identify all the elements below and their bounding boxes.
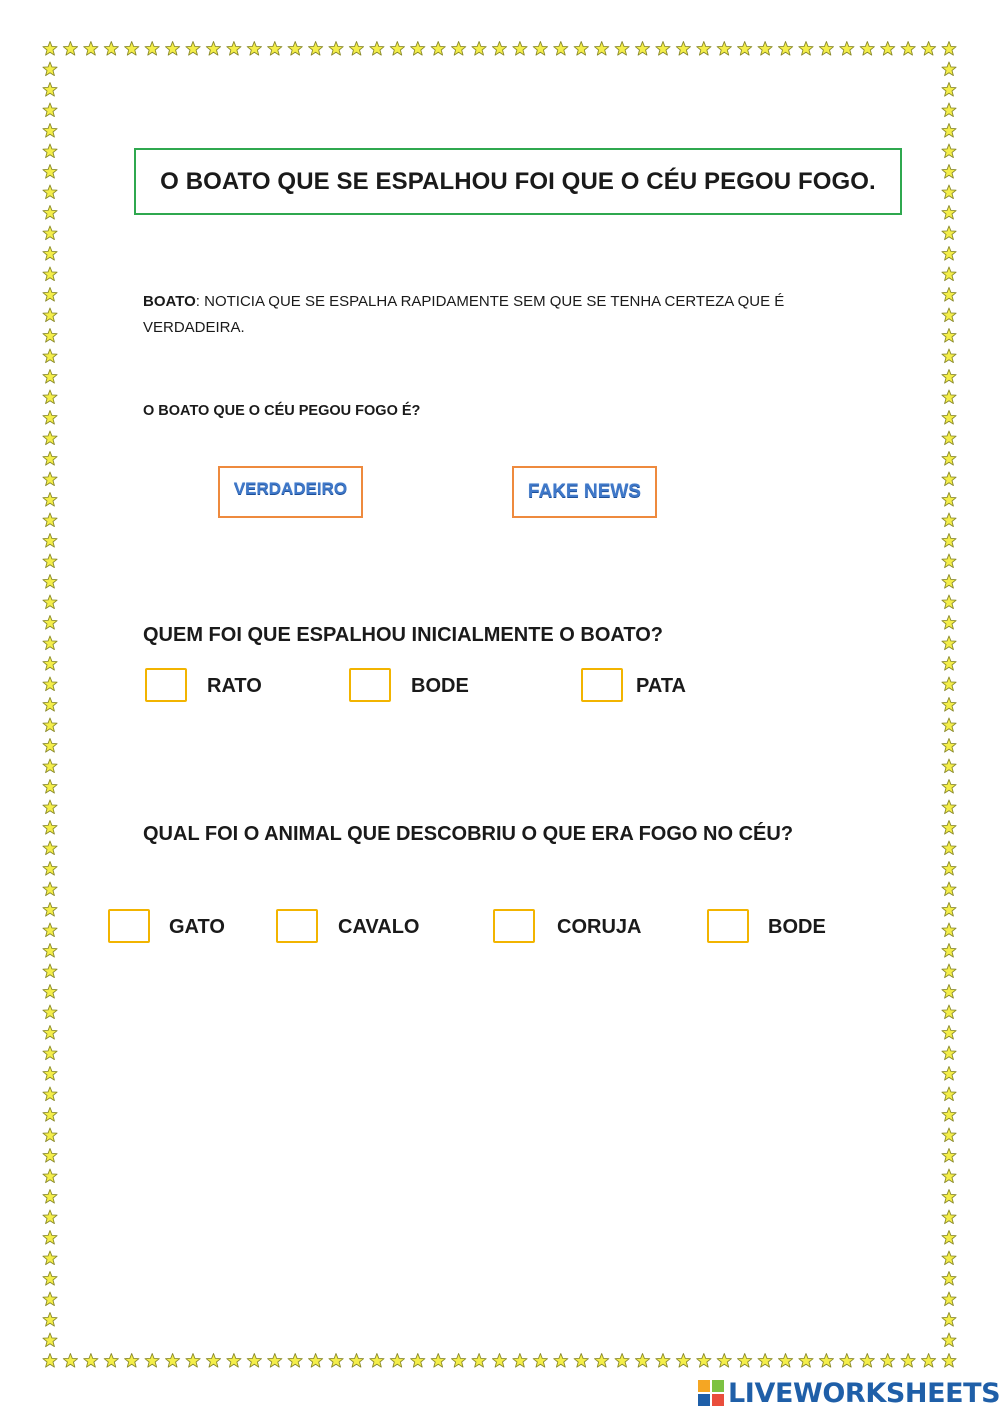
border-star [43, 677, 57, 691]
border-star [43, 923, 57, 937]
definition-text: : NOTICIA QUE SE ESPALHA RAPIDAMENTE SEM QUE SE TENHA CERTEZA QUE É VERDADEIRA. [143, 293, 785, 336]
border-star [942, 1333, 956, 1347]
border-star [43, 83, 57, 97]
border-star [697, 1354, 711, 1368]
border-star [901, 1354, 915, 1368]
border-star [942, 349, 956, 363]
border-star [43, 226, 57, 240]
border-star [860, 1354, 874, 1368]
border-star [942, 985, 956, 999]
border-star [452, 42, 466, 56]
question-1: O BOATO QUE O CÉU PEGOU FOGO É? [143, 403, 421, 419]
border-star [43, 124, 57, 138]
checkbox-coruja[interactable] [493, 909, 535, 943]
border-star [942, 1149, 956, 1163]
option-pata: PATA [636, 675, 686, 697]
border-star [676, 1354, 690, 1368]
border-star [942, 636, 956, 650]
border-star [43, 329, 57, 343]
border-star [370, 42, 384, 56]
border-star [513, 1354, 527, 1368]
border-star [942, 144, 956, 158]
border-star [942, 923, 956, 937]
border-star [942, 1046, 956, 1060]
border-star [43, 103, 57, 117]
border-star [411, 42, 425, 56]
border-star [799, 1354, 813, 1368]
border-star [43, 42, 57, 56]
border-star [942, 964, 956, 978]
border-star [43, 944, 57, 958]
border-star [942, 739, 956, 753]
border-star [942, 329, 956, 343]
liveworksheets-logo-icon [698, 1380, 724, 1406]
page-title: O BOATO QUE SE ESPALHOU FOI QUE O CÉU PEGOU FOGO. [160, 167, 876, 195]
border-star [63, 42, 77, 56]
border-star [43, 472, 57, 486]
border-star [43, 1251, 57, 1265]
border-star [43, 739, 57, 753]
border-star [942, 1067, 956, 1081]
border-star [43, 1026, 57, 1040]
border-star [125, 42, 139, 56]
border-star [942, 616, 956, 630]
border-star [43, 62, 57, 76]
border-star [942, 493, 956, 507]
border-star [43, 1108, 57, 1122]
border-star [43, 452, 57, 466]
border-star [942, 1272, 956, 1286]
border-star [942, 595, 956, 609]
border-star [43, 534, 57, 548]
option-gato: GATO [169, 916, 225, 938]
border-star [533, 1354, 547, 1368]
border-star [942, 226, 956, 240]
border-star [697, 42, 711, 56]
border-star [942, 1251, 956, 1265]
border-star [186, 1354, 200, 1368]
border-star [43, 595, 57, 609]
border-star [942, 83, 956, 97]
border-star [942, 780, 956, 794]
border-star [43, 1005, 57, 1019]
border-star [881, 1354, 895, 1368]
border-star [942, 1210, 956, 1224]
border-star [43, 411, 57, 425]
border-star [206, 1354, 220, 1368]
border-star [43, 780, 57, 794]
border-star [942, 1005, 956, 1019]
border-star [145, 1354, 159, 1368]
checkbox-bode[interactable] [349, 668, 391, 702]
border-star [942, 554, 956, 568]
border-star [942, 1087, 956, 1101]
border-star [942, 124, 956, 138]
border-star [43, 821, 57, 835]
border-star [43, 1067, 57, 1081]
border-star [43, 247, 57, 261]
border-star [43, 1231, 57, 1245]
border-star [492, 42, 506, 56]
checkbox-cavalo[interactable] [276, 909, 318, 943]
border-star [778, 42, 792, 56]
border-star [574, 42, 588, 56]
border-star [942, 1169, 956, 1183]
liveworksheets-logo [698, 1376, 1000, 1410]
border-star [227, 42, 241, 56]
border-star [942, 841, 956, 855]
border-star [43, 1128, 57, 1142]
border-star [247, 1354, 261, 1368]
border-star [43, 349, 57, 363]
border-star [840, 1354, 854, 1368]
option-rato: RATO [207, 675, 262, 697]
border-star [819, 1354, 833, 1368]
border-star [635, 42, 649, 56]
border-star [942, 862, 956, 876]
option-cavalo: CAVALO [338, 916, 420, 938]
border-star [656, 1354, 670, 1368]
border-star [43, 185, 57, 199]
question-3: QUAL FOI O ANIMAL QUE DESCOBRIU O QUE ERA FOGO NO CÉU? [143, 823, 794, 845]
border-star [43, 513, 57, 527]
border-star [738, 1354, 752, 1368]
border-star [615, 1354, 629, 1368]
border-star [942, 411, 956, 425]
border-star [492, 1354, 506, 1368]
border-star [860, 42, 874, 56]
border-star [942, 288, 956, 302]
border-star [942, 903, 956, 917]
border-star [370, 1354, 384, 1368]
border-star [309, 42, 323, 56]
checkbox-bode-2[interactable] [707, 909, 749, 943]
border-star [43, 841, 57, 855]
border-star [942, 185, 956, 199]
border-star [43, 903, 57, 917]
question-2: QUEM FOI QUE ESPALHOU INICIALMENTE O BOATO? [143, 624, 664, 646]
border-star [942, 1128, 956, 1142]
border-star [63, 1354, 77, 1368]
border-star [942, 62, 956, 76]
title-box [134, 148, 902, 215]
border-star [125, 1354, 139, 1368]
border-star [43, 554, 57, 568]
boato-definition [143, 289, 823, 341]
definition-term: BOATO [143, 293, 196, 310]
border-star [43, 370, 57, 384]
border-star [942, 800, 956, 814]
option-bode: BODE [411, 675, 469, 697]
border-star [942, 1108, 956, 1122]
border-star [942, 657, 956, 671]
border-star [533, 42, 547, 56]
option-bode-2: BODE [768, 916, 826, 938]
border-star [43, 1313, 57, 1327]
border-star [268, 42, 282, 56]
checkbox-gato[interactable] [108, 909, 150, 943]
border-star [390, 1354, 404, 1368]
checkbox-pata[interactable] [581, 668, 623, 702]
border-star [247, 42, 261, 56]
border-star [942, 1026, 956, 1040]
choice-fake-news[interactable]: FAKE NEWS [512, 466, 657, 518]
border-star [942, 370, 956, 384]
border-star [43, 267, 57, 281]
border-star [431, 1354, 445, 1368]
border-star [390, 42, 404, 56]
border-star [43, 288, 57, 302]
border-star [942, 534, 956, 548]
border-star [43, 800, 57, 814]
border-star [411, 1354, 425, 1368]
border-star [43, 144, 57, 158]
border-star [43, 759, 57, 773]
border-star [288, 42, 302, 56]
border-star [942, 513, 956, 527]
choice-verdadeiro[interactable]: VERDADEIRO [218, 466, 363, 518]
border-star [942, 1354, 956, 1368]
border-star [43, 718, 57, 732]
border-star [942, 267, 956, 281]
border-star [942, 452, 956, 466]
border-star [942, 247, 956, 261]
border-star [186, 42, 200, 56]
border-star [717, 42, 731, 56]
checkbox-rato[interactable] [145, 668, 187, 702]
border-star [43, 1169, 57, 1183]
border-star [43, 1272, 57, 1286]
border-star [104, 42, 118, 56]
border-star [166, 42, 180, 56]
border-star [43, 431, 57, 445]
border-star [942, 431, 956, 445]
border-star [329, 42, 343, 56]
border-star [43, 698, 57, 712]
border-star [43, 206, 57, 220]
border-star [942, 308, 956, 322]
border-star [799, 42, 813, 56]
border-star [206, 42, 220, 56]
border-star [166, 1354, 180, 1368]
border-star [942, 718, 956, 732]
border-star [942, 1190, 956, 1204]
border-star [227, 1354, 241, 1368]
border-star [452, 1354, 466, 1368]
border-star [513, 42, 527, 56]
border-star [942, 1292, 956, 1306]
border-star [717, 1354, 731, 1368]
border-star [349, 1354, 363, 1368]
border-star [942, 206, 956, 220]
border-star [921, 42, 935, 56]
option-coruja: CORUJA [557, 916, 642, 938]
border-star [43, 636, 57, 650]
border-star [942, 1231, 956, 1245]
border-star [43, 862, 57, 876]
border-star [104, 1354, 118, 1368]
border-star [329, 1354, 343, 1368]
border-star [43, 165, 57, 179]
border-star [942, 165, 956, 179]
border-star [758, 1354, 772, 1368]
border-star [349, 42, 363, 56]
border-star [921, 1354, 935, 1368]
border-star [84, 1354, 98, 1368]
border-star [942, 390, 956, 404]
border-star [595, 1354, 609, 1368]
border-star [145, 42, 159, 56]
border-star [942, 677, 956, 691]
border-star [942, 472, 956, 486]
border-star [43, 657, 57, 671]
border-star [472, 42, 486, 56]
border-star [472, 1354, 486, 1368]
border-star [43, 1190, 57, 1204]
border-star [43, 964, 57, 978]
border-star [901, 42, 915, 56]
border-star [881, 42, 895, 56]
border-star [942, 575, 956, 589]
border-star [942, 42, 956, 56]
border-star [43, 493, 57, 507]
border-star [43, 1333, 57, 1347]
border-star [43, 390, 57, 404]
border-star [819, 42, 833, 56]
border-star [43, 1046, 57, 1060]
border-star [738, 42, 752, 56]
border-star [43, 308, 57, 322]
border-star [309, 1354, 323, 1368]
border-star [942, 698, 956, 712]
border-star [43, 985, 57, 999]
border-star [43, 1087, 57, 1101]
border-star [288, 1354, 302, 1368]
border-star [84, 42, 98, 56]
border-star [431, 42, 445, 56]
border-star [840, 42, 854, 56]
border-star [268, 1354, 282, 1368]
border-star [942, 1313, 956, 1327]
border-star [43, 1354, 57, 1368]
border-star [43, 1149, 57, 1163]
border-star [676, 42, 690, 56]
border-star [942, 882, 956, 896]
border-star [574, 1354, 588, 1368]
border-star [656, 42, 670, 56]
border-star [942, 103, 956, 117]
border-star [554, 42, 568, 56]
logo-text: LIVEWORKSHEETS [728, 1377, 1000, 1409]
border-star [615, 42, 629, 56]
border-star [43, 1292, 57, 1306]
border-star [554, 1354, 568, 1368]
border-star [43, 1210, 57, 1224]
border-star [635, 1354, 649, 1368]
border-star [778, 1354, 792, 1368]
border-star [43, 575, 57, 589]
border-star [942, 759, 956, 773]
border-star [43, 616, 57, 630]
border-star [758, 42, 772, 56]
border-star [43, 882, 57, 896]
border-star [595, 42, 609, 56]
border-star [942, 821, 956, 835]
border-star [942, 944, 956, 958]
